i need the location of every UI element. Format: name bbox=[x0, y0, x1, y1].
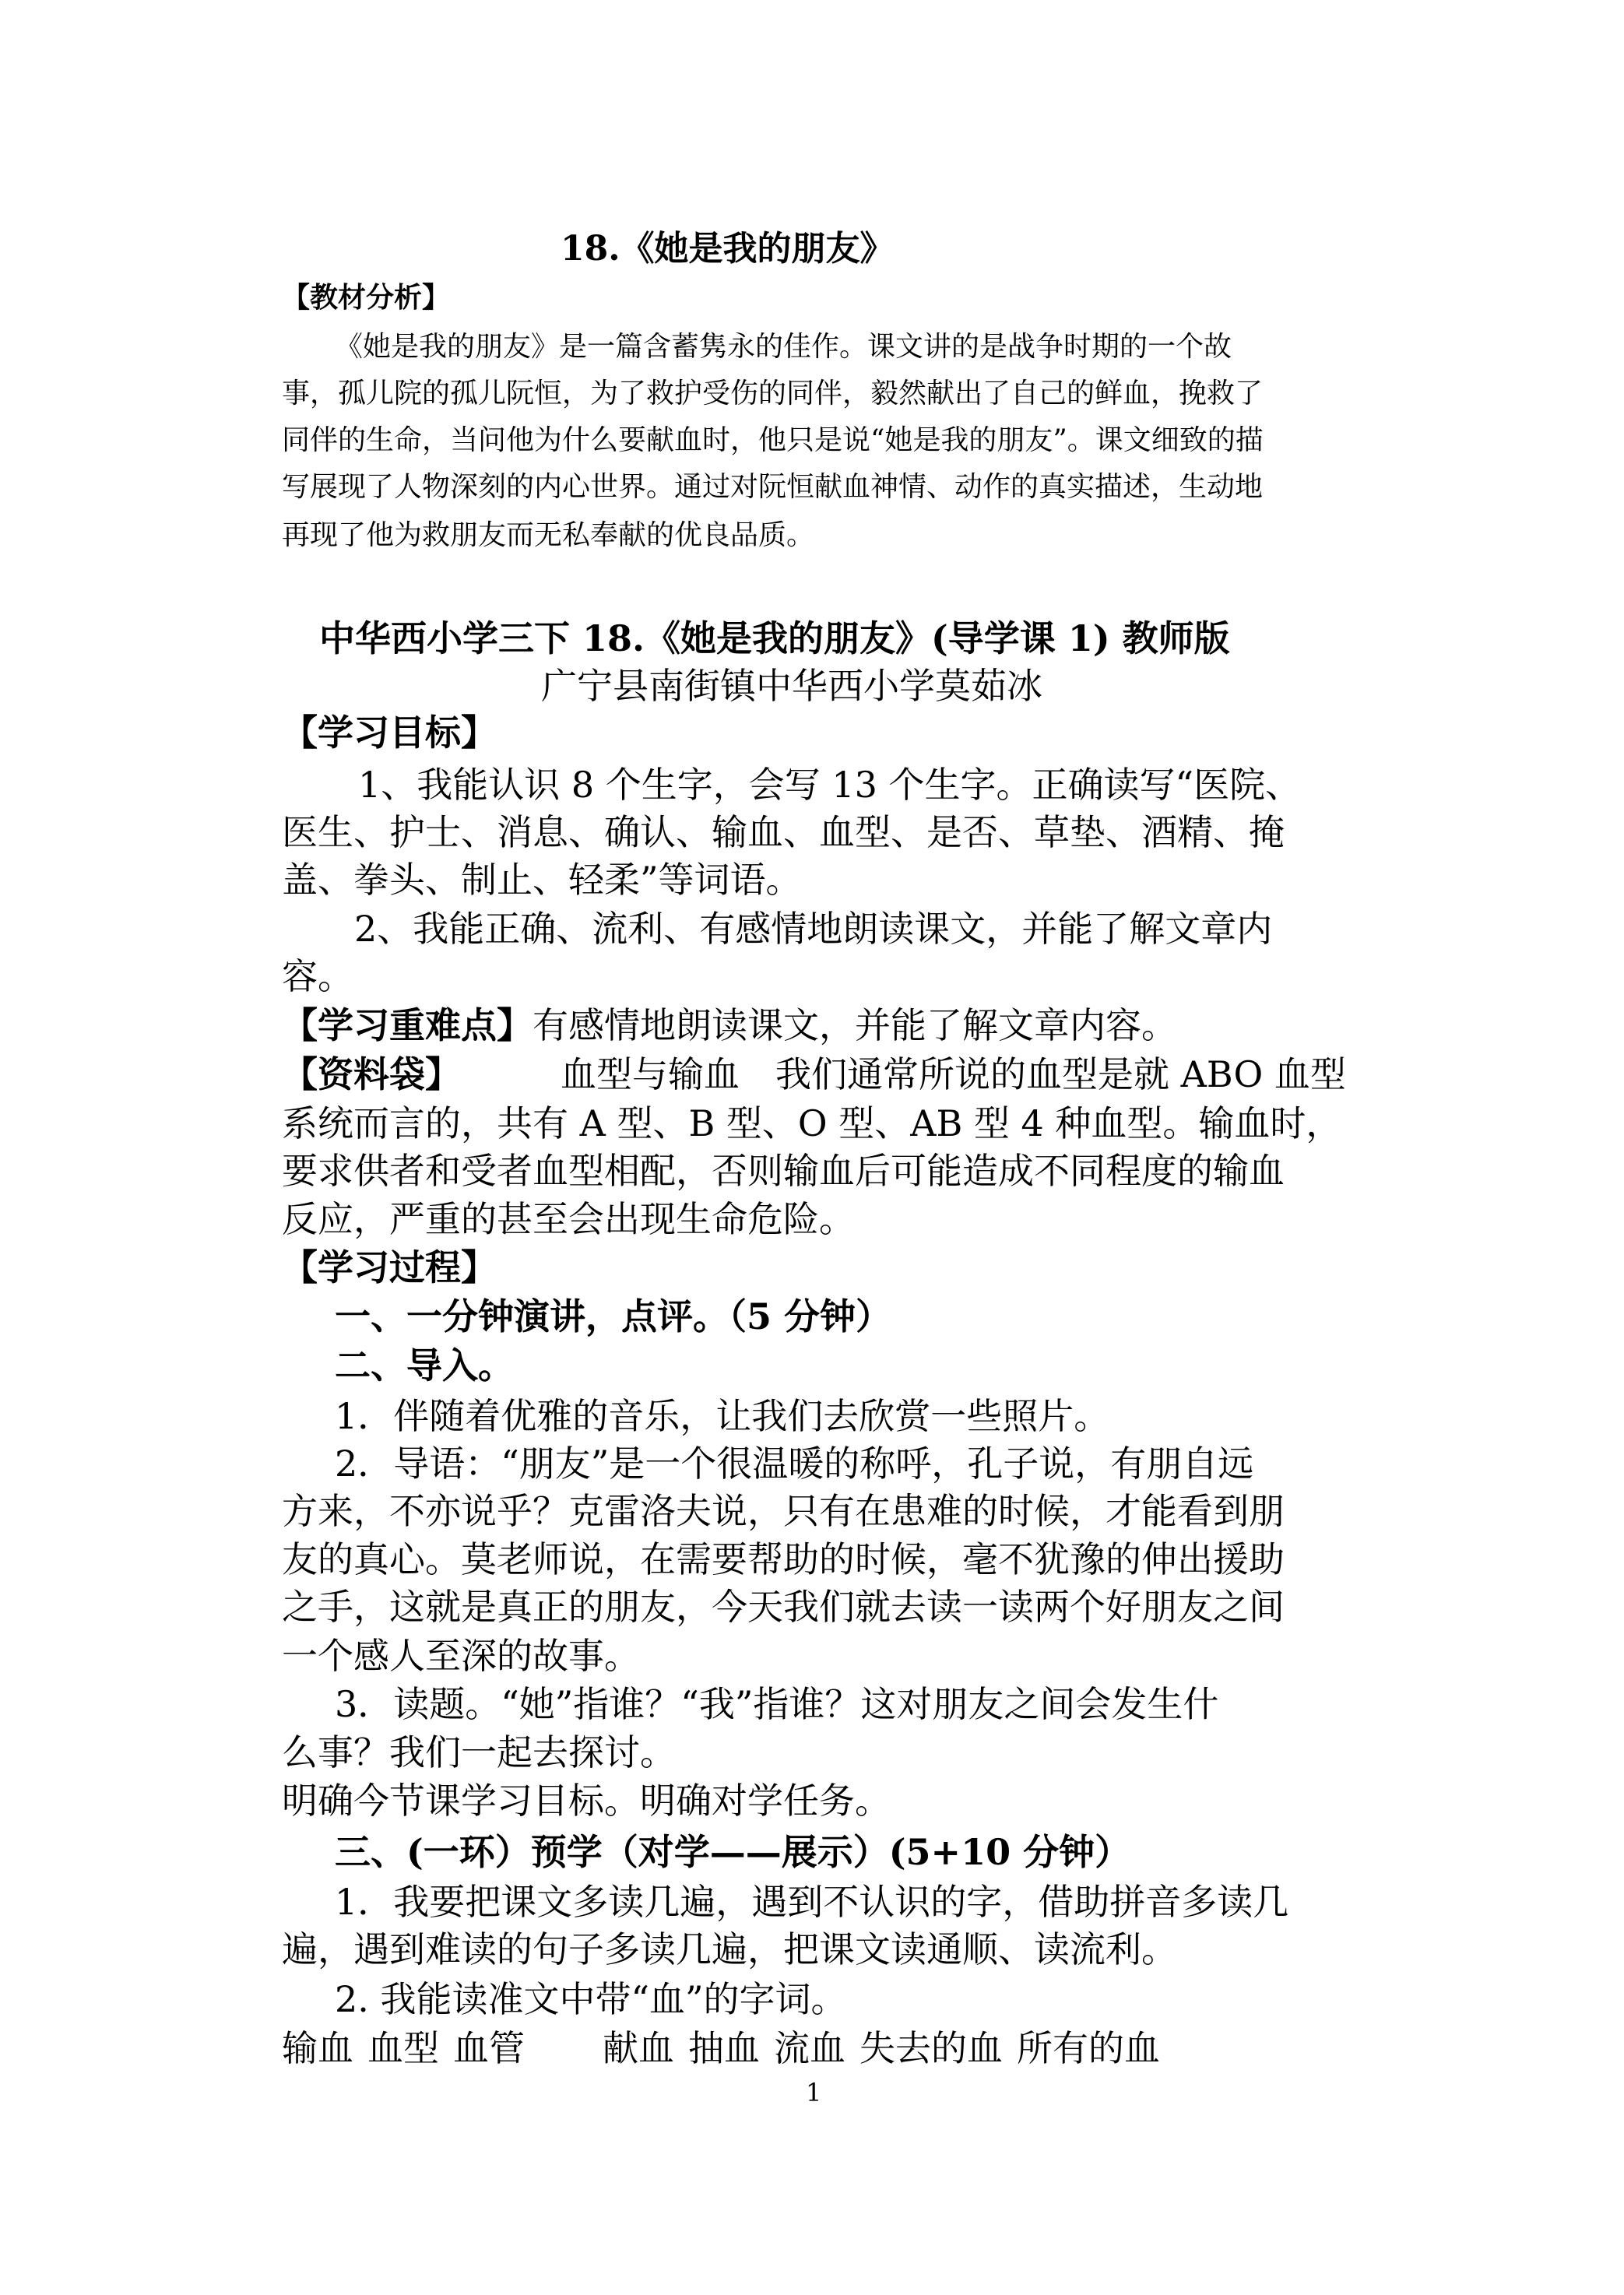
word-list bbox=[282, 2027, 1160, 2069]
section1-paragraph-line: 同伴的生命，当问他为什么要献血时，他只是说“她是我的朋友”。课文细致的描 bbox=[282, 424, 1264, 456]
process-step-3: 三、(一环）预学（对学——展示）(5+10 分钟） bbox=[335, 1831, 1131, 1873]
intro-line: 一个感人至深的故事。 bbox=[282, 1635, 640, 1677]
section2-title: 中华西小学三下 18.《她是我的朋友》(导学课 1) 教师版 bbox=[319, 617, 1230, 659]
process-heading: 【学习过程】 bbox=[282, 1246, 497, 1288]
process-step-2: 二、导入。 bbox=[335, 1344, 514, 1386]
intro-line: 方来，不亦说乎？克雷洛夫说，只有在患难的时候，才能看到朋 bbox=[282, 1490, 1285, 1532]
word-item: 失去的血 bbox=[859, 2027, 1003, 2069]
key-points-text: 有感情地朗读课文，并能了解文章内容。 bbox=[533, 1004, 1177, 1046]
section1-paragraph-line: 再现了他为救朋友而无私奉献的优良品质。 bbox=[282, 519, 815, 551]
resource-bag-line: 系统而言的，共有 A 型、B 型、O 型、AB 型 4 种血型。输血时， bbox=[282, 1102, 1342, 1144]
resource-bag-line: 反应，严重的甚至会出现生命危险。 bbox=[282, 1198, 855, 1240]
intro-line: 2．导语：“朋友”是一个很温暖的称呼，孔子说，有朋自远 bbox=[335, 1443, 1254, 1485]
prestudy-line: 1．我要把课文多读几遍，遇到不认识的字，借助拼音多读几 bbox=[335, 1881, 1289, 1923]
objectives-line: 1、我能认识 8 个生字，会写 13 个生字。正确读写“医院、 bbox=[358, 764, 1302, 806]
intro-line: 友的真心。莫老师说，在需要帮助的时候，毫不犹豫的伸出援助 bbox=[282, 1538, 1285, 1580]
resource-bag-line: 要求供者和受者血型相配，否则输血后可能造成不同程度的输血 bbox=[282, 1150, 1285, 1192]
section2-author: 广宁县南街镇中华西小学莫茹冰 bbox=[541, 665, 1042, 707]
prestudy-line: 遍，遇到难读的句子多读几遍，把课文读通顺、读流利。 bbox=[282, 1928, 1177, 1970]
prestudy-line: 2. 我能读准文中带“血”的字词。 bbox=[335, 1978, 847, 2020]
intro-line: 之手，这就是真正的朋友，今天我们就去读一读两个好朋友之间 bbox=[282, 1586, 1285, 1628]
resource-bag-heading: 【资料袋】 bbox=[282, 1053, 461, 1095]
objectives-line: 2、我能正确、流利、有感情地朗读课文，并能了解文章内 bbox=[354, 908, 1273, 950]
objectives-heading: 【学习目标】 bbox=[282, 712, 497, 754]
word-item: 抽血 bbox=[688, 2027, 760, 2069]
section1-heading: 【教材分析】 bbox=[282, 281, 451, 314]
intro-line: 3．读题。“她”指谁？“我”指谁？这对朋友之间会发生什 bbox=[335, 1683, 1219, 1725]
process-step-1: 一、一分钟演讲，点评。（5 分钟） bbox=[335, 1295, 892, 1337]
section1-title: 18.《她是我的朋友》 bbox=[561, 229, 895, 269]
section1-paragraph-line: 《她是我的朋友》是一篇含蓄隽永的佳作。课文讲的是战争时期的一个故 bbox=[335, 331, 1232, 363]
section1-paragraph-line: 事，孤儿院的孤儿阮恒，为了救护受伤的同伴，毅然献出了自己的鲜血，挽救了 bbox=[282, 378, 1264, 409]
word-item: 流血 bbox=[774, 2027, 845, 2069]
intro-line: 么事？我们一起去探讨。 bbox=[282, 1731, 676, 1773]
word-item: 血管 bbox=[453, 2027, 525, 2069]
intro-line: 明确今节课学习目标。明确对学任务。 bbox=[282, 1780, 891, 1822]
objectives-line: 容。 bbox=[282, 955, 353, 997]
word-item: 献血 bbox=[603, 2027, 674, 2069]
key-points-heading: 【学习重难点】 bbox=[282, 1004, 533, 1046]
page-number: 1 bbox=[806, 2078, 822, 2107]
objectives-line: 盖、拳头、制止、轻柔”等词语。 bbox=[282, 859, 802, 901]
intro-line: 1．伴随着优雅的音乐，让我们去欣赏一些照片。 bbox=[335, 1395, 1110, 1437]
resource-bag-first-line: 血型与输血 我们通常所说的血型是就 ABO 血型 bbox=[561, 1053, 1346, 1095]
objectives-line: 医生、护士、消息、确认、输血、血型、是否、草垫、酒精、掩 bbox=[282, 811, 1285, 853]
word-item: 血型 bbox=[367, 2027, 439, 2069]
key-points-row bbox=[282, 1004, 1177, 1046]
word-item: 输血 bbox=[282, 2027, 353, 2069]
word-item: 所有的血 bbox=[1017, 2027, 1160, 2069]
section1-paragraph-line: 写展现了人物深刻的内心世界。通过对阮恒献血神情、动作的真实描述，生动地 bbox=[282, 471, 1264, 503]
